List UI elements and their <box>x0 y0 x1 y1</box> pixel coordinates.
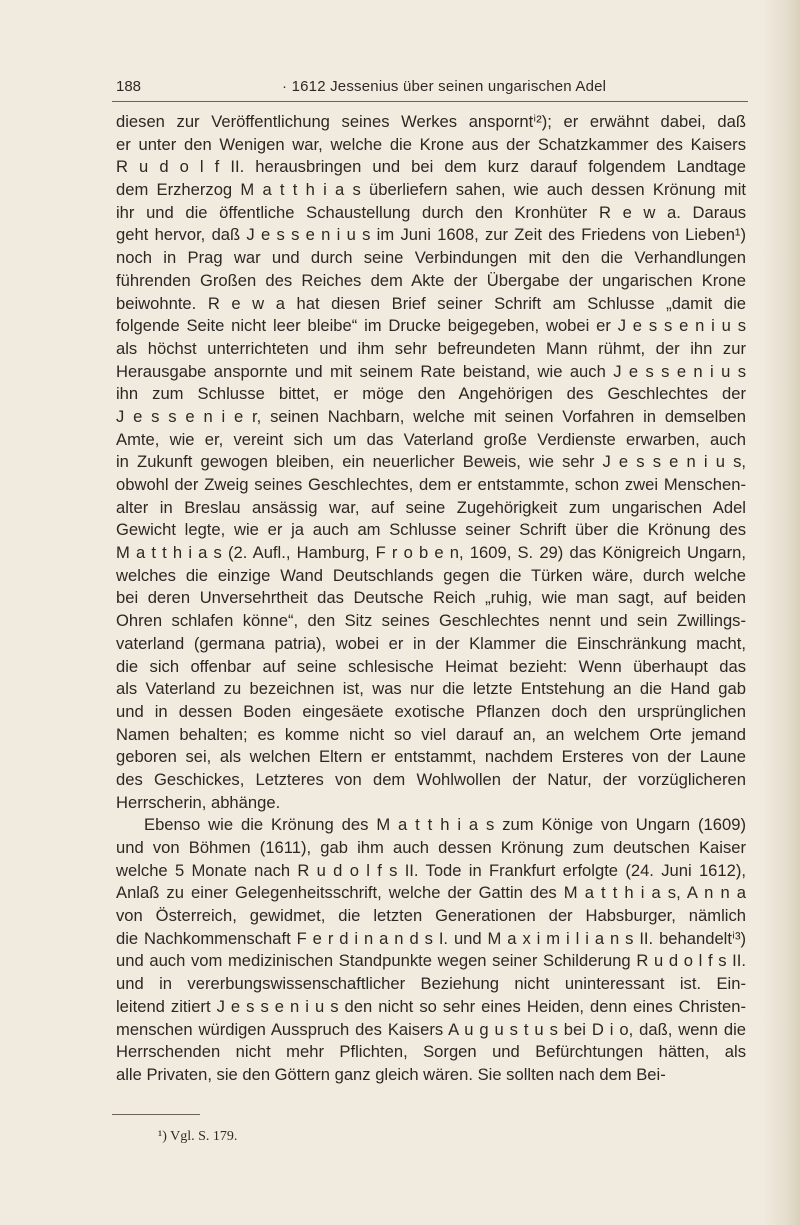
text-line: Namen behalten; es komme nicht so viel darauf an, an welchem Orte jemand <box>116 724 746 744</box>
text-line: von Österreich, gewidmet, die letzten Generationen der Habsburger, nämlich <box>116 906 746 926</box>
text-line: geht hervor, daß J e s s e n i u s im Juni 1608, zur Zeit des Friedens von Lieben¹) <box>116 225 746 245</box>
text-line: alter in Breslau ansässig war, auf seine Zugehörigkeit zum ungarischen Adel <box>116 497 746 517</box>
page-edge-shadow <box>762 0 800 1225</box>
text-line: welche 5 Monate nach R u d o l f s II. Tode in Frankfurt erfolgte (24. Juni 1612), <box>116 860 746 880</box>
text-line: diesen zur Veröffentlichung seines Werkes ansporntⁱ²); er erwähnt dabei, daß <box>116 112 746 131</box>
text-line: Herausgabe anspornte und mit seinem Rate beistand, wie auch J e s s e n i u s <box>116 361 746 381</box>
text-line: und in vererbungswissenschaftlicher Beziehung nicht uninteressant ist. Ein- <box>116 974 746 994</box>
text-line: Anlaß zu einer Gelegenheitsschrift, welche der Gattin des M a t t h i a s, A n n a <box>116 883 746 903</box>
footnote-rule <box>112 1114 200 1115</box>
text-line: die Nachkommenschaft F e r d i n a n d s I. und M a x i m i l i a n s II. behandeltⁱ³) <box>116 928 746 948</box>
text-line: Herrscherin, abhänge. <box>116 792 281 812</box>
text-line: Ebenso wie die Krönung des M a t t h i a s zum Könige von Ungarn (1609) <box>144 815 746 835</box>
text-line: und auch vom medizinischen Standpunkte wegen seiner Schilderung R u d o l f s II. <box>116 951 746 971</box>
text-line: Gewicht legte, wie er ja auch am Schlusse seiner Schrift über die Krönung des <box>116 520 746 540</box>
text-line: welches die einzige Wand Deutschlands gegen die Türken wäre, durch welche <box>116 565 746 585</box>
running-title: · 1612 Jessenius über seinen ungarischen Adel <box>282 78 607 95</box>
text-line: ihr und die öffentliche Schaustellung durch den Kronhüter R e w a. Daraus <box>116 202 746 222</box>
text-line: obwohl der Zweig seines Geschlechtes, dem er entstammte, schon zwei Menschen- <box>116 475 746 494</box>
text-line: alle Privaten, sie den Göttern ganz gleich wären. Sie sollten nach dem Bei- <box>116 1064 666 1084</box>
text-line: R u d o l f II. herausbringen und bei dem kurz darauf folgendem Landtage <box>116 157 746 177</box>
text-line: und von Böhmen (1611), gab ihm auch dessen Krönung zum deutschen Kaiser <box>116 838 746 857</box>
text-line: die sich offenbar auf seine schlesische Heimat bezieht: Wenn überhaupt das <box>116 656 746 676</box>
text-line: ihn zum Schlusse bittet, er möge den Angehörigen des Geschlechtes der <box>116 384 746 404</box>
header-rule <box>112 101 748 102</box>
text-line: beiwohnte. R e w a hat diesen Brief seiner Schrift am Schlusse „damit die <box>116 293 746 313</box>
body-text <box>116 111 746 1087</box>
text-line: vaterland (germana patria), wobei er in der Klammer die Einschränkung macht, <box>116 633 746 653</box>
text-line: Amte, wie er, vereint sich um das Vaterland große Verdienste erwarben, auch <box>116 429 746 449</box>
text-line: er unter den Wenigen war, welche die Krone aus der Schatzkammer des Kaisers <box>116 134 746 154</box>
text-line: Herrschenden nicht mehr Pflichten, Sorgen und Befürchtungen hätten, als <box>116 1042 746 1062</box>
text-line: leitend zitiert J e s s e n i u s den nicht so sehr eines Heiden, denn eines Christen- <box>116 996 746 1016</box>
text-line: J e s s e n i e r, seinen Nachbarn, welche mit seinen Vorfahren in demselben <box>116 406 746 426</box>
text-line: geboren sei, als welchen Eltern er entstammt, nachdem Ersteres von der Laune <box>116 747 746 767</box>
text-line: führenden Großen des Reiches dem Akte der Übergabe der ungarischen Krone <box>116 270 746 290</box>
text-line: menschen würdigen Ausspruch des Kaisers A u g u s t u s bei D i o, daß, wenn die <box>116 1019 746 1039</box>
text-line: und in dessen Boden eingesäete exotische Pflanzen doch den ursprünglichen <box>116 701 746 721</box>
footnote: ¹) Vgl. S. 179. <box>158 1129 238 1144</box>
text-line: folgende Seite nicht leer bleibe“ im Drucke beigegeben, wobei er J e s s e n i u s <box>116 316 746 336</box>
running-header <box>116 76 746 100</box>
text-line: in Zukunft gewogen bleiben, ein neuerlicher Beweis, wie sehr J e s s e n i u s, <box>116 452 746 472</box>
text-line: Ohren schlafen könne“, den Sitz seines Geschlechtes nennt und sein Zwillings- <box>116 611 746 631</box>
text-line: als höchst unterrichteten und ihm sehr befreundeten Mann rühmt, der ihn zur <box>116 338 746 358</box>
text-line: noch in Prag war und durch seine Verbindungen mit den die Verhandlungen <box>116 248 746 268</box>
text-line: als Vaterland zu bezeichnen ist, was nur die letzte Entstehung an die Hand gab <box>116 679 746 699</box>
text-line: bei deren Unversehrtheit das Deutsche Reich „ruhig, wie man sagt, auf beiden <box>116 588 746 608</box>
text-line: dem Erzherzog M a t t h i a s überliefern sahen, wie auch dessen Krönung mit <box>116 180 746 200</box>
page-number: 188 <box>116 78 142 95</box>
text-line: M a t t h i a s (2. Aufl., Hamburg, F r o b e n, 1609, S. 29) das Königreich Ungarn, <box>116 543 746 563</box>
text-line: des Geschickes, Letzteres von dem Wohlwollen der Natur, der vorzüglicheren <box>116 769 746 789</box>
